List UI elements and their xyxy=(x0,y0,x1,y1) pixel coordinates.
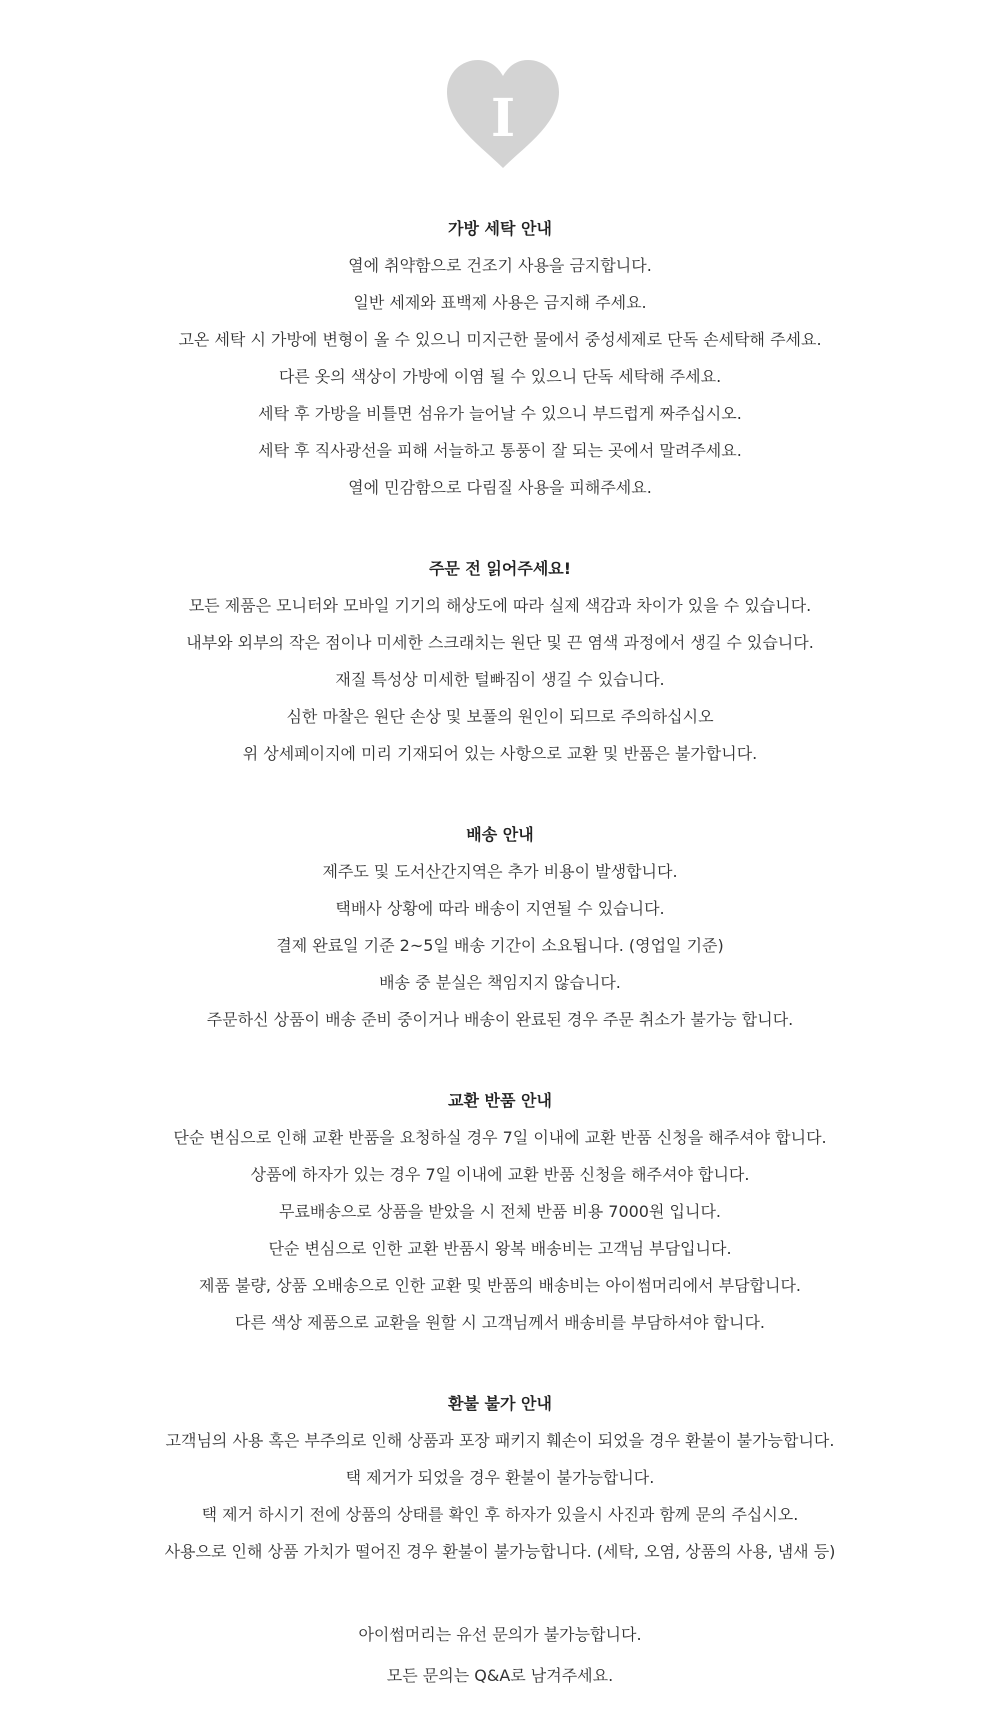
section-heading: 교환 반품 안내 xyxy=(448,1091,552,1110)
notice-line: 제품 불량, 상품 오배송으로 인한 교환 및 반품의 배송비는 아이썸머리에서 부담합니다. xyxy=(199,1276,801,1295)
footer-line: 아이썸머리는 유선 문의가 불가능합니다. xyxy=(358,1625,642,1644)
inquiry-footer xyxy=(0,1614,1000,1696)
notice-line: 택 제거 하시기 전에 상품의 상태를 확인 후 하자가 있을시 사진과 함께 문의 주십시오. xyxy=(201,1505,799,1524)
notice-line: 일반 세제와 표백제 사용은 금지해 주세요. xyxy=(353,293,647,312)
section-heading: 환불 불가 안내 xyxy=(448,1394,552,1413)
notice-line: 세탁 후 직사광선을 피해 서늘하고 통풍이 잘 되는 곳에서 말려주세요. xyxy=(258,441,742,460)
notice-line: 위 상세페이지에 미리 기재되어 있는 사항으로 교환 및 반품은 불가합니다. xyxy=(242,744,758,763)
section-heading: 가방 세탁 안내 xyxy=(448,219,552,238)
notice-line: 세탁 후 가방을 비틀면 섬유가 늘어날 수 있으니 부드럽게 짜주십시오. xyxy=(258,404,742,423)
notice-line: 택배사 상황에 따라 배송이 지연될 수 있습니다. xyxy=(335,899,665,918)
notice-content xyxy=(0,210,1000,1696)
footer-line: 모든 문의는 Q&A로 남겨주세요. xyxy=(386,1666,614,1685)
notice-line: 무료배송으로 상품을 받았을 시 전체 반품 비용 7000원 입니다. xyxy=(279,1202,721,1221)
notice-line: 단순 변심으로 인해 교환 반품을 요청하실 경우 7일 이내에 교환 반품 신청을 해주셔야 합니다. xyxy=(173,1128,827,1147)
heart-logo-icon xyxy=(445,58,561,170)
section-shipping-guide xyxy=(0,816,1000,1038)
notice-line: 단순 변심으로 인한 교환 반품시 왕복 배송비는 고객님 부담입니다. xyxy=(268,1239,732,1258)
notice-line: 고객님의 사용 혹은 부주의로 인해 상품과 포장 패키지 훼손이 되었을 경우 환불이 불가능합니다. xyxy=(165,1431,835,1450)
notice-line: 택 제거가 되었을 경우 환불이 불가능합니다. xyxy=(345,1468,655,1487)
notice-line: 결제 완료일 기준 2~5일 배송 기간이 소요됩니다. (영업일 기준) xyxy=(276,936,724,955)
section-exchange-return-guide xyxy=(0,1082,1000,1341)
notice-line: 고온 세탁 시 가방에 변형이 올 수 있으니 미지근한 물에서 중성세제로 단독 손세탁해 주세요. xyxy=(178,330,822,349)
notice-line: 심한 마찰은 원단 손상 및 보풀의 원인이 되므로 주의하십시오 xyxy=(286,707,714,726)
section-non-refundable-guide xyxy=(0,1385,1000,1570)
notice-line: 주문하신 상품이 배송 준비 중이거나 배송이 완료된 경우 주문 취소가 불가능 합니다. xyxy=(206,1010,794,1029)
notice-line: 다른 옷의 색상이 가방에 이염 될 수 있으니 단독 세탁해 주세요. xyxy=(278,367,722,386)
section-read-before-order xyxy=(0,550,1000,772)
notice-line: 다른 색상 제품으로 교환을 원할 시 고객님께서 배송비를 부담하셔야 합니다. xyxy=(235,1313,765,1332)
notice-line: 제주도 및 도서산간지역은 추가 비용이 발생합니다. xyxy=(322,862,678,881)
notice-line: 재질 특성상 미세한 털빠짐이 생길 수 있습니다. xyxy=(335,670,665,689)
section-bag-washing-guide xyxy=(0,210,1000,506)
notice-line: 상품에 하자가 있는 경우 7일 이내에 교환 반품 신청을 해주셔야 합니다. xyxy=(250,1165,750,1184)
section-heading: 배송 안내 xyxy=(466,825,534,844)
notice-line: 사용으로 인해 상품 가치가 떨어진 경우 환불이 불가능합니다. (세탁, 오염, 상품의 사용, 냄새 등) xyxy=(164,1542,836,1561)
section-heading: 주문 전 읽어주세요! xyxy=(428,559,572,578)
notice-line: 배송 중 분실은 책임지지 않습니다. xyxy=(379,973,621,992)
notice-line: 모든 제품은 모니터와 모바일 기기의 해상도에 따라 실제 색감과 차이가 있을 수 있습니다. xyxy=(188,596,812,615)
logo-letter: I xyxy=(490,88,516,149)
notice-line: 열에 취약함으로 건조기 사용을 금지합니다. xyxy=(348,256,652,275)
notice-line: 열에 민감함으로 다림질 사용을 피해주세요. xyxy=(348,478,652,497)
notice-line: 내부와 외부의 작은 점이나 미세한 스크래치는 원단 및 끈 염색 과정에서 생길 수 있습니다. xyxy=(186,633,814,652)
